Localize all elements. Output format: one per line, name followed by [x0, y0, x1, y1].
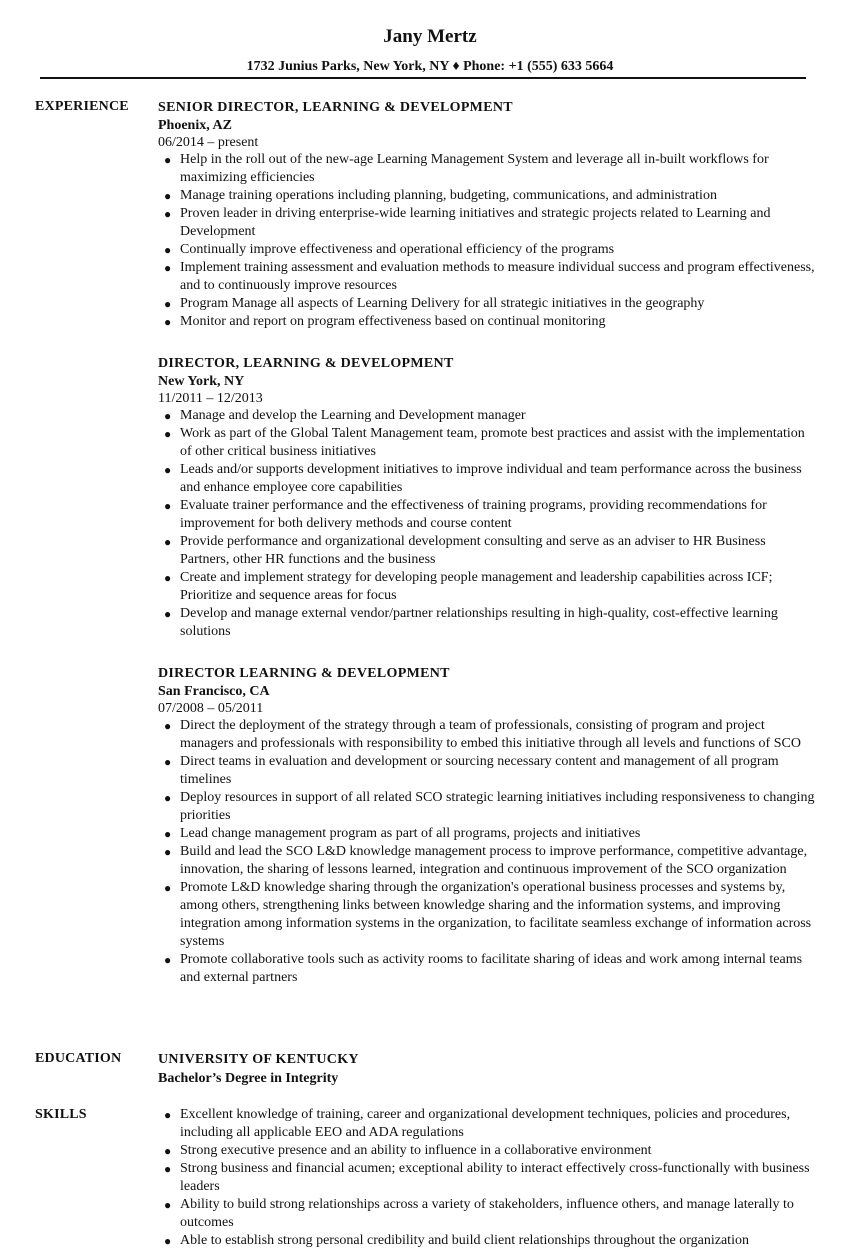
bullet-text: Direct teams in evaluation and development or sourcing necessary content and management of all program timelines [180, 754, 779, 787]
bullet-icon: ● [164, 315, 172, 329]
degree-name: Bachelor’s Degree in Integrity [158, 1071, 339, 1086]
bullet-text: Lead change management program as part of all programs, projects and initiatives [180, 826, 641, 841]
bullet-icon: ● [164, 463, 172, 477]
bullet-icon: ● [164, 1108, 172, 1122]
job-bullet-list [158, 151, 818, 331]
job-entry [158, 98, 818, 331]
skills-section-label: SKILLS [35, 1107, 87, 1122]
education-entry [158, 1050, 818, 1089]
bullet-icon: ● [164, 1234, 172, 1248]
bullet-text: Continually improve effectiveness and operational efficiency of the programs [180, 242, 615, 257]
bullet-item [158, 407, 818, 425]
bullet-item [158, 533, 818, 569]
job-location: San Francisco, CA [158, 684, 270, 699]
bullet-icon: ● [164, 953, 172, 967]
bullet-text: Promote collaborative tools such as activity rooms to facilitate sharing of ideas and work among internal teams and external partners [180, 952, 803, 985]
bullet-icon: ● [164, 755, 172, 769]
bullet-item [158, 789, 818, 825]
bullet-icon: ● [164, 535, 172, 549]
bullet-text: Monitor and report on program effectiveness based on continual monitoring [180, 314, 606, 329]
skill-item [158, 1232, 818, 1250]
skill-item [158, 1106, 818, 1142]
bullet-item [158, 843, 818, 879]
bullet-icon: ● [164, 189, 172, 203]
bullet-text: Program Manage all aspects of Learning Delivery for all strategic initiatives in the geography [180, 296, 705, 311]
bullet-item [158, 605, 818, 641]
job-dates: 11/2011 – 12/2013 [158, 391, 263, 406]
bullet-icon: ● [164, 607, 172, 621]
bullet-icon: ● [164, 297, 172, 311]
bullet-item [158, 241, 818, 259]
header-divider [40, 77, 806, 79]
bullet-text: Proven leader in driving enterprise-wide learning initiatives and strategic projects related to Learning and Development [180, 206, 771, 239]
bullet-item [158, 569, 818, 605]
bullet-item [158, 313, 818, 331]
bullet-icon: ● [164, 499, 172, 513]
bullet-icon: ● [164, 881, 172, 895]
skill-text: Excellent knowledge of training, career and organizational development techniques, policies and procedures, including all applicable EEO and ADA regulations [180, 1107, 791, 1140]
skill-item [158, 1142, 818, 1160]
bullet-text: Develop and manage external vendor/partner relationships resulting in high-quality, cost-effective learning solutions [180, 606, 778, 639]
bullet-icon: ● [164, 1162, 172, 1176]
bullet-text: Direct the deployment of the strategy through a team of professionals, consisting of program and project managers and professionals with responsibility to embed this initiative through all levels and functions of SCO [180, 718, 801, 751]
bullet-item [158, 187, 818, 205]
bullet-icon: ● [164, 409, 172, 423]
bullet-text: Leads and/or supports development initiatives to improve individual and team performance across the business and enhance employee core capabilities [180, 462, 802, 495]
skill-item [158, 1160, 818, 1196]
bullet-text: Work as part of the Global Talent Management team, promote best practices and assist with the implementation of other critical business initiatives [180, 426, 805, 459]
skill-text: Ability to build strong relationships across a variety of stakeholders, influence others, and manage laterally to outcomes [180, 1197, 794, 1230]
bullet-icon: ● [164, 845, 172, 859]
bullet-text: Build and lead the SCO L&D knowledge management process to improve performance, competitive advantage, innovation, the sharing of lessons learned, integration and continuous improvement of the SCO organization [180, 844, 808, 877]
skill-text: Strong business and financial acumen; exceptional ability to interact effectively cross-functionally with business leaders [180, 1161, 810, 1194]
bullet-item [158, 879, 818, 951]
experience-section-label: EXPERIENCE [35, 99, 129, 114]
job-entry [158, 354, 818, 641]
job-location: Phoenix, AZ [158, 118, 232, 133]
bullet-icon: ● [164, 153, 172, 167]
candidate-name: Jany Mertz [383, 26, 477, 47]
bullet-icon: ● [164, 243, 172, 257]
bullet-icon: ● [164, 827, 172, 841]
bullet-item [158, 425, 818, 461]
bullet-item [158, 295, 818, 313]
bullet-text: Promote L&D knowledge sharing through the organization's operational business processes and systems by, among others, strengthening links between knowledge sharing and the information systems, and improving integration among information systems in the organization, to facilitate seamless exchange of information across systems [180, 880, 812, 949]
contact-line: 1732 Junius Parks, New York, NY ♦ Phone: +1 (555) 633 5664 [246, 59, 614, 74]
skill-text: Strong executive presence and an ability to influence in a collaborative environment [180, 1143, 652, 1158]
skill-item [158, 1196, 818, 1232]
education-section-label: EDUCATION [35, 1051, 122, 1066]
bullet-text: Manage training operations including planning, budgeting, communications, and administration [180, 188, 717, 203]
job-title: DIRECTOR, LEARNING & DEVELOPMENT [158, 356, 454, 371]
bullet-item [158, 717, 818, 753]
job-dates: 06/2014 – present [158, 135, 259, 150]
bullet-item [158, 461, 818, 497]
bullet-icon: ● [164, 427, 172, 441]
bullet-item [158, 951, 818, 987]
school-name: UNIVERSITY OF KENTUCKY [158, 1052, 359, 1067]
bullet-icon: ● [164, 1144, 172, 1158]
bullet-item [158, 497, 818, 533]
bullet-icon: ● [164, 791, 172, 805]
job-entry [158, 664, 818, 987]
job-title: SENIOR DIRECTOR, LEARNING & DEVELOPMENT [158, 100, 513, 115]
bullet-item [158, 205, 818, 241]
bullet-icon: ● [164, 719, 172, 733]
job-bullet-list [158, 717, 818, 987]
job-location: New York, NY [158, 374, 245, 389]
bullet-text: Provide performance and organizational development consulting and serve as an adviser to HR Business Partners, other HR functions and the business [180, 534, 766, 567]
bullet-text: Evaluate trainer performance and the effectiveness of training programs, providing recommendations for improvement for both delivery methods and course content [180, 498, 767, 531]
bullet-icon: ● [164, 571, 172, 585]
job-bullet-list [158, 407, 818, 641]
skill-text: Able to establish strong personal credibility and build client relationships throughout the organization [180, 1233, 749, 1248]
skills-bullet-list [158, 1106, 818, 1250]
skills-entry [158, 1106, 818, 1250]
bullet-text: Deploy resources in support of all related SCO strategic learning initiatives including responsiveness to changing priorities [180, 790, 815, 823]
bullet-item [158, 825, 818, 843]
bullet-icon: ● [164, 261, 172, 275]
bullet-text: Create and implement strategy for developing people management and leadership capabilities across ICF; Prioritize and sequence areas for focus [180, 570, 773, 603]
bullet-text: Implement training assessment and evaluation methods to measure individual success and program effectiveness, and to continuously improve resources [180, 260, 815, 293]
bullet-item [158, 753, 818, 789]
job-title: DIRECTOR LEARNING & DEVELOPMENT [158, 666, 450, 681]
bullet-text: Help in the roll out of the new-age Learning Management System and leverage all in-built workflows for maximizing efficiencies [180, 152, 769, 185]
bullet-item [158, 151, 818, 187]
job-dates: 07/2008 – 05/2011 [158, 701, 264, 716]
bullet-item [158, 259, 818, 295]
bullet-icon: ● [164, 1198, 172, 1212]
bullet-icon: ● [164, 207, 172, 221]
bullet-text: Manage and develop the Learning and Development manager [180, 408, 526, 423]
